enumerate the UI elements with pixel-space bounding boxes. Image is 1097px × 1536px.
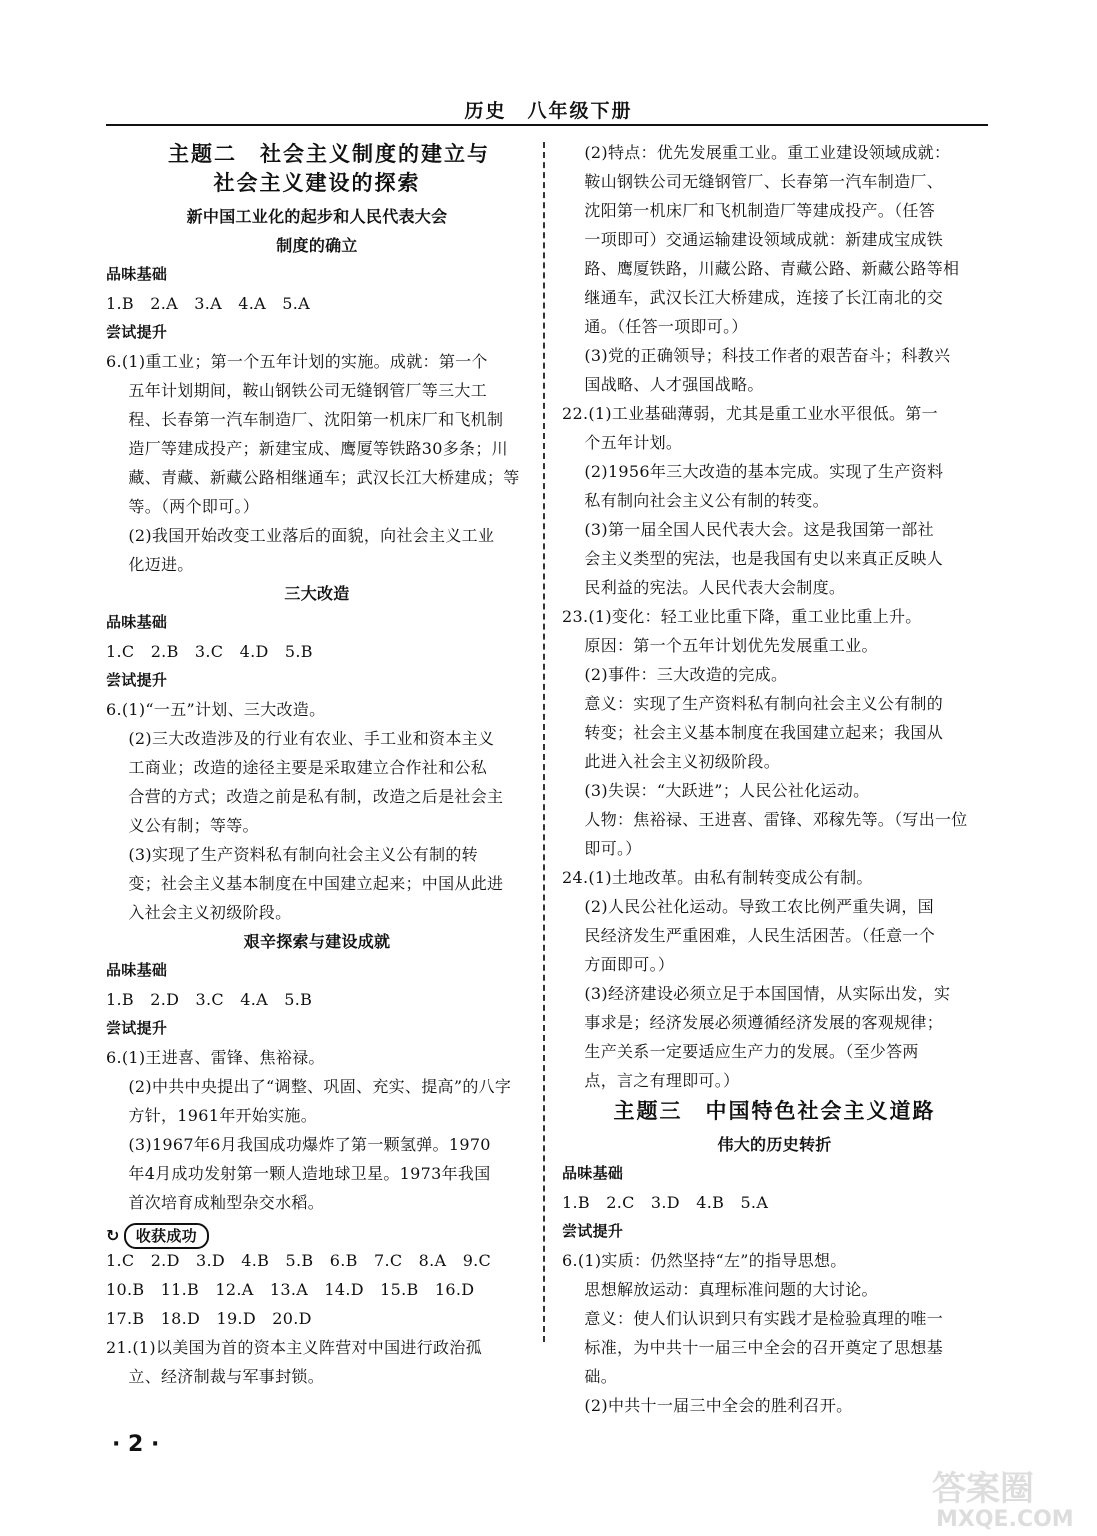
answer-line: 工商业；改造的途径主要是采取建立合作社和公私 — [128, 758, 487, 777]
answer-line: (3)经济建设必须立足于本国国情，从实际出发，实 — [584, 984, 951, 1003]
answer-line: 17.B 18.D 19.D 20.D — [106, 1309, 312, 1328]
answer-line: (2)三大改造涉及的行业有农业、手工业和资本主义 — [128, 729, 495, 748]
answer-line: 首次培育成籼型杂交水稻。 — [128, 1193, 324, 1212]
column-divider — [543, 142, 545, 1342]
left-column — [106, 138, 528, 1391]
answer-line: 继通车，武汉长江大桥建成，连接了长江南北的交 — [584, 288, 943, 307]
section-title: 艰辛探索与建设成就 — [243, 932, 391, 951]
answer-line: (2)我国开始改变工业落后的面貌，向社会主义工业 — [128, 526, 495, 545]
answer-line: 立、经济制裁与军事封锁。 — [128, 1367, 324, 1386]
section-title: 新中国工业化的起步和人民代表大会 — [186, 207, 448, 226]
answer-line: 民利益的宪法。人民代表大会制度。 — [584, 578, 846, 597]
answer-line: 五年计划期间，鞍山钢铁公司无缝钢管厂等三大工 — [128, 381, 487, 400]
subsection-label: 品味基础 — [106, 613, 168, 631]
answer-line: 标准，为中共十一届三中全会的召开奠定了思想基 — [584, 1338, 943, 1357]
answer-line: 通。（任答一项即可。） — [584, 317, 748, 336]
answer-line: 变；社会主义基本制度在中国建立起来；中国从此进 — [128, 874, 504, 893]
answer-line: 国战略、人才强国战略。 — [584, 375, 764, 394]
answer-line: 沈阳第一机床厂和飞机制造厂等建成投产。（任答 — [584, 201, 935, 220]
answer-line: 24.(1)土地改革。由私有制转变成公有制。 — [562, 868, 873, 887]
subsection-label: 尝试提升 — [106, 323, 168, 341]
answer-line: 年4月成功发射第一颗人造地球卫星。1973年我国 — [128, 1164, 491, 1183]
answer-line: 生产关系一定要适应生产力的发展。（至少答两 — [584, 1042, 919, 1061]
answer-line: (2)特点：优先发展重工业。重工业建设领域成就： — [584, 143, 951, 162]
subsection-label: 尝试提升 — [562, 1222, 624, 1240]
answer-line: 合营的方式；改造之前是私有制，改造之后是社会主 — [128, 787, 504, 806]
answer-line: 6.(1)王进喜、雷锋、焦裕禄。 — [106, 1048, 325, 1067]
answer-line: 点，言之有理即可。） — [584, 1071, 740, 1090]
answer-line: (3)实现了生产资料私有制向社会主义公有制的转 — [128, 845, 478, 864]
section-title: 三大改造 — [284, 584, 350, 603]
answer-line: 此进入社会主义初级阶段。 — [584, 752, 780, 771]
answer-line: 会主义类型的宪法，也是我国有史以来真正反映人 — [584, 549, 943, 568]
answer-line: 6.(1)“一五”计划、三大改造。 — [106, 700, 326, 719]
answer-line: 私有制向社会主义公有制的转变。 — [584, 491, 829, 510]
answer-line: 1.C 2.D 3.D 4.B 5.B 6.B 7.C 8.A 9.C — [106, 1251, 492, 1270]
answer-line: (2)人民公社化运动。导致工农比例严重失调，国 — [584, 897, 934, 916]
answer-line: 方面即可。） — [584, 955, 675, 974]
answer-line: 人物：焦裕禄、王进喜、雷锋、邓稼先等。（写出一位 — [584, 810, 968, 829]
cycle-arrow-icon: ↻ — [106, 1226, 120, 1245]
answer-line: 思想解放运动：真理标准问题的大讨论。 — [584, 1280, 878, 1299]
answer-line: 造厂等建成投产；新建宝成、鹰厦等铁路30多条；川 — [128, 439, 508, 458]
answer-line: 1.B 2.D 3.C 4.A 5.B — [106, 990, 313, 1009]
answer-line: (2)事件：三大改造的完成。 — [584, 665, 788, 684]
answer-line: 6.(1)实质：仍然坚持“左”的指导思想。 — [562, 1251, 847, 1270]
answer-line: 入社会主义初级阶段。 — [128, 903, 292, 922]
section-title: 伟大的历史转折 — [717, 1135, 832, 1154]
answer-line: 藏、青藏、新藏公路相继通车；武汉长江大桥建成；等 — [128, 468, 520, 487]
subsection-label: 品味基础 — [106, 961, 168, 979]
answer-line: 程、长春第一汽车制造厂、沈阳第一机床厂和飞机制 — [128, 410, 504, 429]
answer-line: 10.B 11.B 12.A 13.A 14.D 15.B 16.D — [106, 1280, 475, 1299]
answer-line: 即可。） — [584, 839, 642, 858]
section-title: 制度的确立 — [276, 236, 358, 255]
answer-line: 义公有制；等等。 — [128, 816, 259, 835]
answer-line: 础。 — [584, 1367, 617, 1386]
answer-line: 1.C 2.B 3.C 4.D 5.B — [106, 642, 313, 661]
harvest-label: 收获成功 — [124, 1223, 209, 1249]
answer-line: (3)1967年6月我国成功爆炸了第一颗氢弹。1970 — [128, 1135, 491, 1154]
answer-line: (2)1956年三大改造的基本完成。实现了生产资料 — [584, 462, 944, 481]
answer-line: 转变；社会主义基本制度在我国建立起来；我国从 — [584, 723, 943, 742]
topic-title: 社会主义建设的探索 — [213, 170, 421, 195]
answer-line: 路、鹰厦铁路，川藏公路、青藏公路、新藏公路等相 — [584, 259, 960, 278]
answer-line: 一项即可）交通运输建设领域成就：新建成宝成铁 — [584, 230, 943, 249]
answer-line: (3)党的正确领导；科技工作者的艰苦奋斗；科教兴 — [584, 346, 951, 365]
answer-line: 意义：实现了生产资料私有制向社会主义公有制的 — [584, 694, 943, 713]
watermark-logo — [928, 1462, 1088, 1530]
answer-line: 23.(1)变化：轻工业比重下降，重工业比重上升。 — [562, 607, 922, 626]
watermark-sub: MXQE.COM — [936, 1507, 1074, 1530]
answer-line: 个五年计划。 — [584, 433, 683, 452]
topic-title: 主题三 中国特色社会主义道路 — [613, 1098, 936, 1123]
subsection-label: 品味基础 — [106, 265, 168, 283]
harvest-heading — [106, 1217, 528, 1246]
subsection-label: 尝试提升 — [106, 1019, 168, 1037]
right-column — [562, 138, 987, 1420]
answer-line: 1.B 2.C 3.D 4.B 5.A — [562, 1193, 769, 1212]
answer-line: (2)中共十一届三中全会的胜利召开。 — [584, 1396, 853, 1415]
answer-line: 化迈进。 — [128, 555, 194, 574]
header-title: 历史 八年级下册 — [464, 100, 633, 122]
answer-line: 原因：第一个五年计划优先发展重工业。 — [584, 636, 878, 655]
answer-line: 鞍山钢铁公司无缝钢管厂、长春第一汽车制造厂、 — [584, 172, 943, 191]
answer-line: (3)失误：“大跃进”；人民公社化运动。 — [584, 781, 870, 800]
answer-line: 1.B 2.A 3.A 4.A 5.A — [106, 294, 311, 313]
answer-line: 方针，1961年开始实施。 — [128, 1106, 318, 1125]
answer-line: 意义：使人们认识到只有实践才是检验真理的唯一 — [584, 1309, 943, 1328]
answer-line: 21.(1)以美国为首的资本主义阵营对中国进行政治孤 — [106, 1338, 482, 1357]
topic-title: 主题二 社会主义制度的建立与 — [168, 141, 490, 166]
answer-line: 等。（两个即可。） — [128, 497, 260, 516]
answer-line: 民经济发生严重困难，人民生活困苦。（任意一个 — [584, 926, 935, 945]
watermark-text: 答案圈 — [932, 1469, 1034, 1509]
answer-line: 22.(1)工业基础薄弱，尤其是重工业水平很低。第一 — [562, 404, 938, 423]
subsection-label: 尝试提升 — [106, 671, 168, 689]
answer-line: (3)第一届全国人民代表大会。这是我国第一部社 — [584, 520, 934, 539]
answer-line: 事求是；经济发展必须遵循经济发展的客观规律； — [584, 1013, 943, 1032]
page-number: · 2 · — [112, 1432, 160, 1457]
header-rule — [106, 124, 988, 126]
subsection-label: 品味基础 — [562, 1164, 624, 1182]
answer-line: (2)中共中央提出了“调整、巩固、充实、提高”的八字 — [128, 1077, 512, 1096]
answer-line: 6.(1)重工业；第一个五年计划的实施。成就：第一个 — [106, 352, 488, 371]
